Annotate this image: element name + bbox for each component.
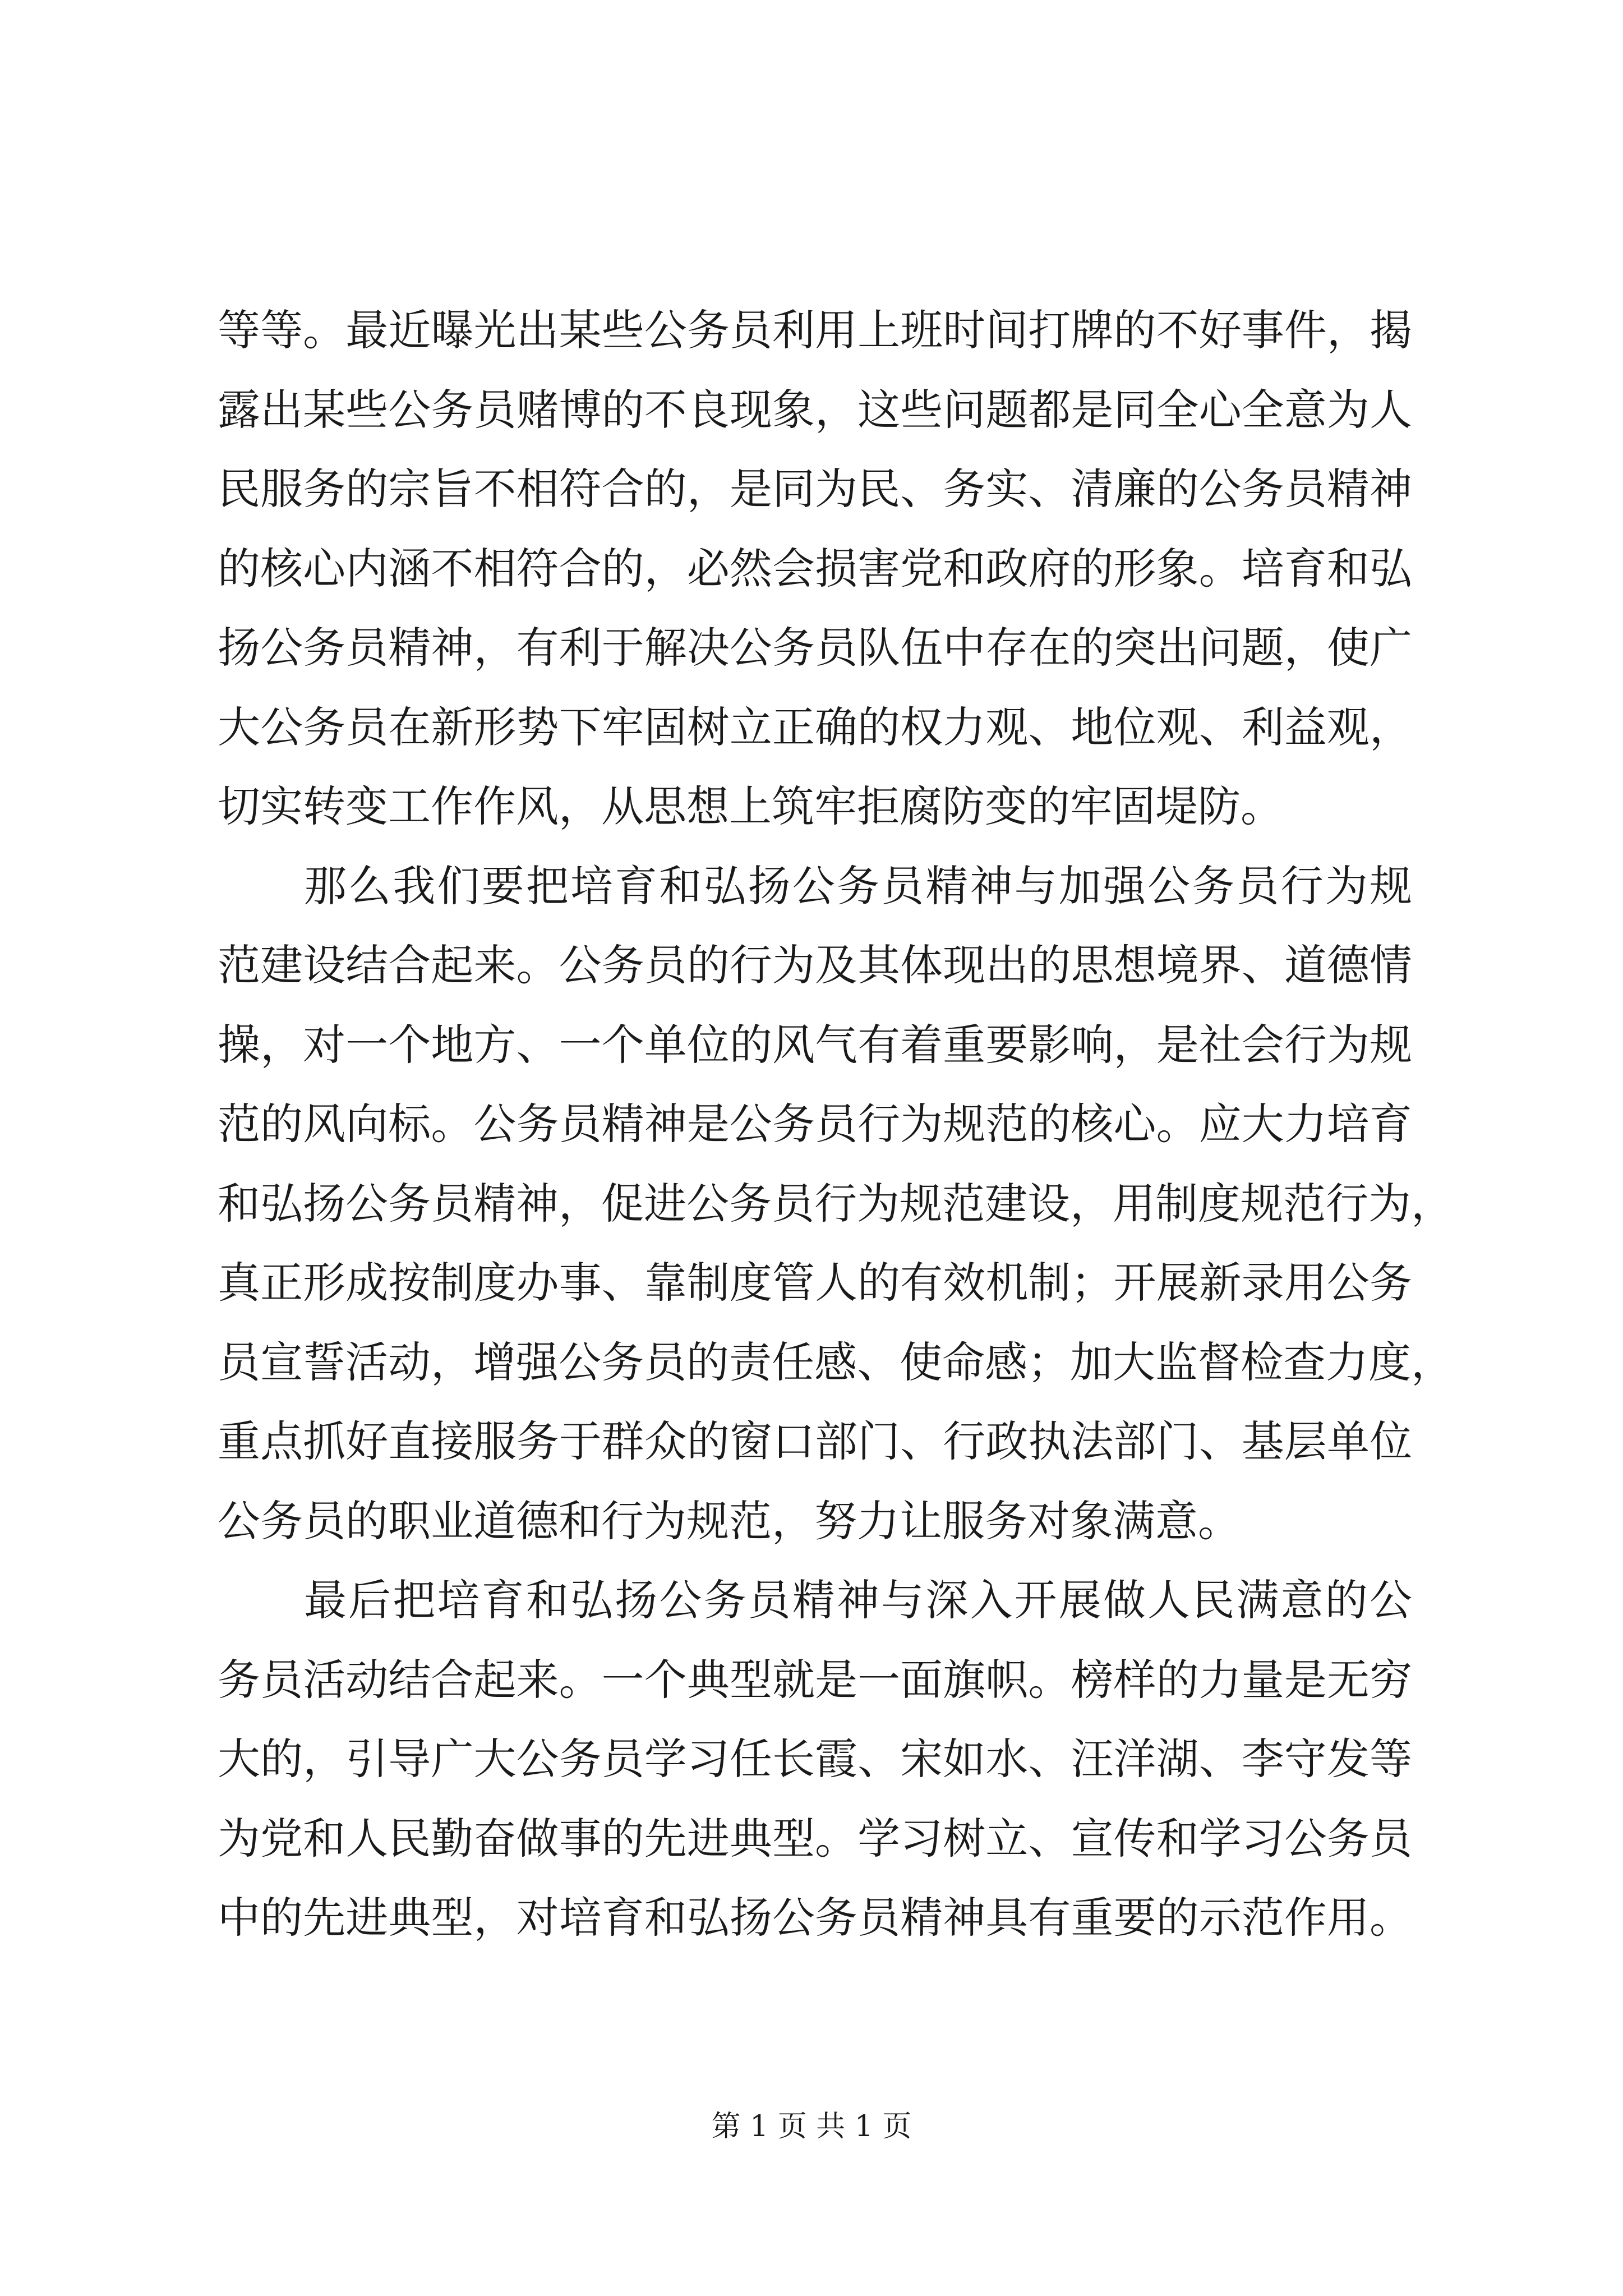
text-line: 真正形成按制度办事、靠制度管人的有效机制；开展新录用公务: [218, 1258, 1412, 1308]
text-line: 员宣誓活动，增强公务员的责任感、使命感；加大监督检查力度，: [218, 1337, 1454, 1387]
text-line: 大的，引导广大公务员学习任长霞、宋如水、汪洋湖、李守发等: [218, 1734, 1412, 1784]
text-line: 民服务的宗旨不相符合的，是同为民、务实、清廉的公务员精神: [218, 464, 1412, 514]
text-line: 范的风向标。公务员精神是公务员行为规范的核心。应大力培育: [218, 1099, 1412, 1149]
paragraph-first-line: 最后把培育和弘扬公务员精神与深入开展做人民满意的公: [304, 1575, 1412, 1625]
text-line: 切实转变工作作风，从思想上筑牢拒腐防变的牢固堤防。: [218, 781, 1283, 831]
text-line: 扬公务员精神，有利于解决公务员队伍中存在的突出问题，使广: [218, 623, 1412, 673]
text-line: 的核心内涵不相符合的，必然会损害党和政府的形象。培育和弘: [218, 543, 1412, 593]
page-number-footer: 第 1 页 共 1 页: [711, 2110, 912, 2143]
text-line: 等等。最近曝光出某些公务员利用上班时间打牌的不好事件，揭: [218, 305, 1412, 355]
text-line: 范建设结合起来。公务员的行为及其体现出的思想境界、道德情: [218, 940, 1412, 990]
text-line: 大公务员在新形势下牢固树立正确的权力观、地位观、利益观，: [218, 702, 1412, 752]
text-line: 务员活动结合起来。一个典型就是一面旗帜。榜样的力量是无穷: [218, 1654, 1412, 1705]
text-line: 和弘扬公务员精神，促进公务员行为规范建设，用制度规范行为，: [218, 1178, 1454, 1228]
text-line: 重点抓好直接服务于群众的窗口部门、行政执法部门、基层单位: [218, 1416, 1412, 1466]
text-line: 中的先进典型，对培育和弘扬公务员精神具有重要的示范作用。: [218, 1893, 1412, 1943]
text-line: 公务员的职业道德和行为规范，努力让服务对象满意。: [218, 1496, 1241, 1546]
paragraph-first-line: 那么我们要把培育和弘扬公务员精神与加强公务员行为规: [304, 861, 1412, 911]
text-line: 为党和人民勤奋做事的先进典型。学习树立、宣传和学习公务员: [218, 1813, 1412, 1864]
text-line: 操，对一个地方、一个单位的风气有着重要影响，是社会行为规: [218, 1019, 1412, 1070]
document-body: [218, 291, 1454, 1958]
text-line: 露出某些公务员赌博的不良现象，这些问题都是同全心全意为人: [218, 384, 1412, 435]
